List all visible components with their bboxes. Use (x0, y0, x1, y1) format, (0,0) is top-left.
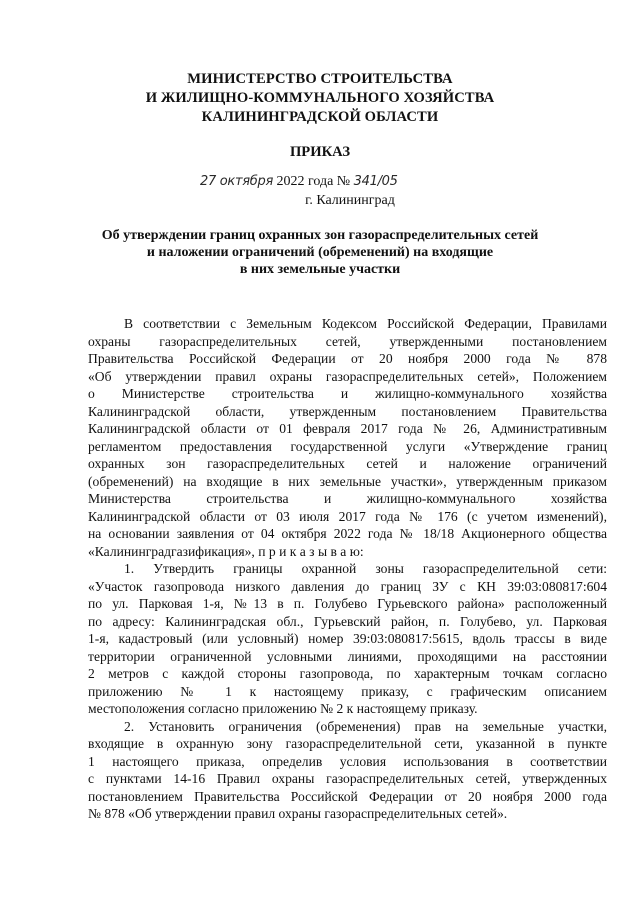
subject-line: в них земельные участки (239, 262, 401, 277)
body-line: № 878 «Об утверждении правил охраны газораспределительных сетей». (88, 806, 508, 821)
subject-line: и наложении ограничений (обременений) на входящие (146, 245, 494, 260)
body-line: «Об утверждении правил охраны газораспределительных сетей», Положением (88, 368, 607, 384)
body-line: 2 метров с каждой стороны газопровода, по характерным точкам согласно (88, 666, 607, 681)
body-line: постановлением Правительства Российской Федерации от 20 ноября 2000 года (88, 788, 607, 804)
handwritten-number: 341/05 (353, 174, 398, 189)
handwritten-date: 27 октября (200, 174, 273, 189)
body-line: регламентом предоставления государственной услуги «Утверждение границ (88, 438, 607, 454)
body-line: В соответствии с Земельным Кодексом Российской Федерации, Правилами (124, 316, 607, 331)
body-line: (обременений) на входящие в них земельные участки», утвержденным приказом (88, 473, 607, 489)
printed-date: 2022 года № (276, 174, 351, 189)
body-line: о Министерстве строительства и жилищно-коммунального хозяйства (88, 386, 607, 401)
city-line: г. Калининград (305, 193, 395, 208)
document-type: ПРИКАЗ (289, 144, 351, 160)
body-line: «Калининградгазификация», п р и к а з ы в а ю: (88, 543, 364, 559)
body-line: местоположения согласно приложению № 2 к настоящему приказу. (88, 701, 478, 716)
body-line: Калининградской области от 03 июля 2017 года № 176 (с учетом изменений), (88, 508, 607, 524)
body-line: 1-я, кадастровый (или условный) номер 39:03:080817:5615, вдоль трассы в виде (88, 631, 607, 646)
order-body (88, 315, 607, 823)
body-line: 2. Установить ограничения (обременения) прав на земельные участки, (124, 718, 607, 734)
body-line: Министерства строительства и жилищно-коммунального хозяйства (88, 491, 607, 506)
body-line: территории ограниченной условными линиями, проходящими на расстоянии (88, 648, 607, 664)
order-subject (0, 227, 640, 278)
ministry-line: МИНИСТЕРСТВО СТРОИТЕЛЬСТВА (187, 71, 453, 87)
body-line: по ул. Парковая 1-я, №13 в п. Голубево Гурьевского района» расположенный (88, 596, 607, 611)
body-line: на основании заявления от 04 октября 2022 года № 18/18 Акционерного общества (88, 526, 607, 541)
body-line: охраны газораспределительных сетей, утвержденными постановлением (88, 333, 607, 349)
body-line: входящие в охранную зону газораспределительной сети, указанной в пункте (88, 736, 607, 751)
date-number-line (200, 174, 398, 190)
body-line: 1 настоящего приказа, определив условия использования в соответствии (88, 753, 607, 769)
body-line: приложению № 1 к настоящему приказу, с графическим описанием (88, 683, 607, 699)
ministry-line: КАЛИНИНГРАДСКОЙ ОБЛАСТИ (201, 109, 439, 125)
body-line: Калининградской области, утвержденным постановлением Правительства (88, 403, 607, 419)
ministry-header (0, 70, 640, 127)
body-line: с пунктами 14-16 Правил охраны газораспределительных сетей, утвержденных (88, 771, 607, 786)
body-line: Калининградской области от 01 февраля 2017 года № 26, Административным (88, 421, 607, 436)
ministry-line: И ЖИЛИЩНО-КОММУНАЛЬНОГО ХОЗЯЙСТВА (145, 90, 495, 106)
subject-line: Об утверждении границ охранных зон газораспределительных сетей (101, 228, 539, 243)
body-line: 1. Утвердить границы охранной зоны газораспределительной сети: (124, 561, 607, 576)
body-line: Правительства Российской Федерации от 20 ноября 2000 года № 878 (88, 351, 607, 366)
body-line: «Участок газопровода низкого давления до границ ЗУ с КН 39:03:080817:604 (88, 578, 607, 594)
body-line: охранных зон газораспределительных сетей и наложение ограничений (88, 456, 607, 471)
body-line: по адресу: Калининградская обл., Гурьевский район, п. Голубево, ул. Парковая (88, 613, 607, 629)
